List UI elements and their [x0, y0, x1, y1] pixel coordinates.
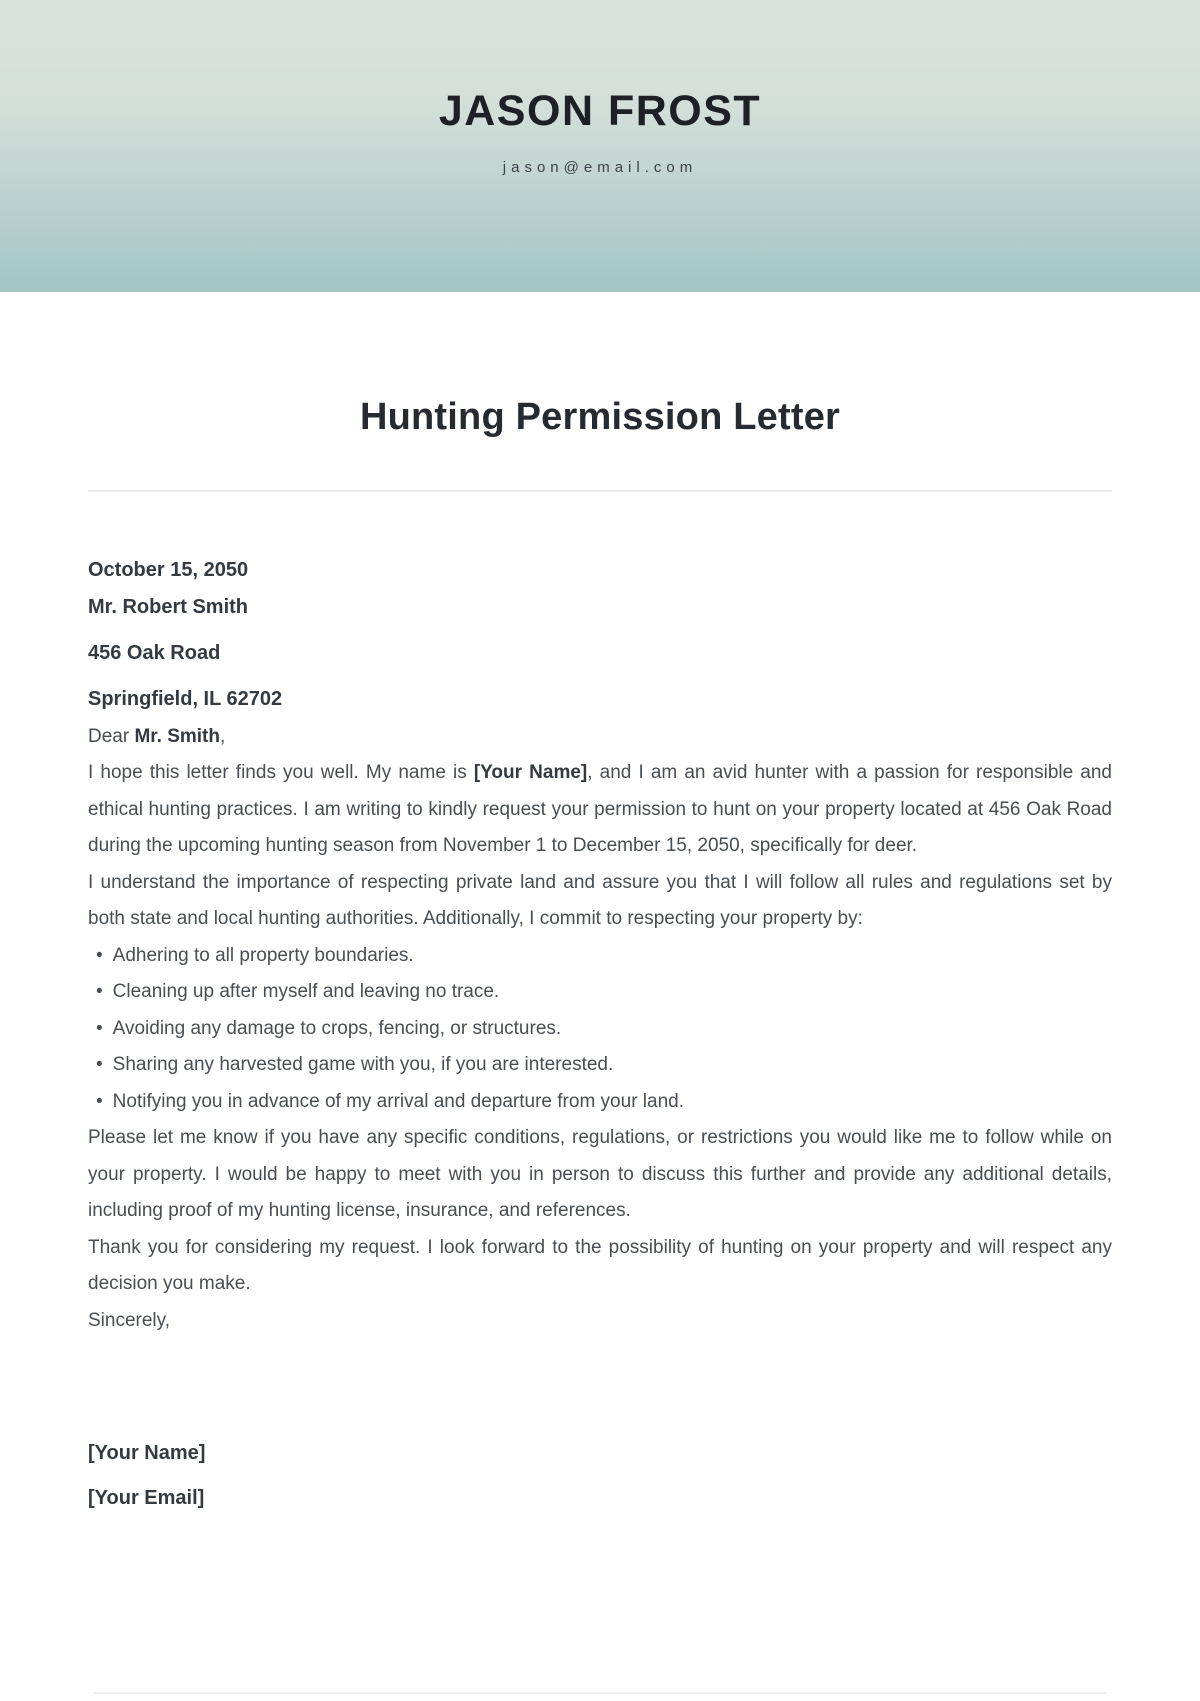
- recipient-city: Springfield, IL 62702: [88, 688, 283, 710]
- closing: Sincerely,: [88, 1309, 171, 1331]
- salutation-name: Mr. Smith: [134, 726, 220, 747]
- paragraph-intro-pre: I hope this letter finds you well. My name is: [88, 762, 474, 783]
- letterhead-email: jason@email.com: [502, 159, 698, 177]
- list-item: [88, 1084, 1112, 1121]
- salutation: [88, 718, 1112, 755]
- bullet-icon: •: [96, 944, 103, 966]
- letter-body: [88, 552, 1112, 1517]
- page-title: Hunting Permission Letter: [359, 396, 841, 438]
- bullet-icon: •: [96, 1017, 103, 1039]
- commitments-list: [88, 938, 1112, 1121]
- paragraph-intro: [88, 755, 1112, 865]
- salutation-prefix: Dear: [88, 726, 135, 747]
- list-item-text: Cleaning up after myself and leaving no trace.: [112, 981, 500, 1002]
- paragraph-intro-post: , and I am an avid hunter with a passion for responsible and ethical hunting practices. I am writing to kindly request your permission to hunt on your property located at 456 Oak Road during the upcoming hunting season from November 1 to December 15, 2050, specifically for deer.: [88, 762, 1112, 856]
- paragraph-thanks: Thank you for considering my request. I look forward to the possibility of hunting on your property and will respect any decision you make.: [88, 1236, 1112, 1294]
- bullet-icon: •: [96, 1054, 103, 1075]
- list-item-text: Notifying you in advance of my arrival and departure from your land.: [112, 1090, 685, 1112]
- list-item: [88, 938, 1112, 975]
- list-item: [88, 974, 1112, 1011]
- bottom-divider: [94, 1692, 1106, 1694]
- title-section: [0, 292, 1200, 492]
- recipient-street: 456 Oak Road: [88, 642, 221, 664]
- signature-email-placeholder: [Your Email]: [88, 1487, 205, 1509]
- paragraph-rules: I understand the importance of respecting private land and assure you that I will follow all rules and regulations set by both state and local hunting authorities. Additionally, I commit to respecting your property by:: [88, 871, 1112, 929]
- list-item-text: Sharing any harvested game with you, if you are interested.: [112, 1054, 614, 1075]
- letterhead-name: JASON FROST: [438, 87, 762, 135]
- bullet-icon: •: [96, 1090, 103, 1112]
- letterhead: [0, 0, 1200, 292]
- bullet-icon: •: [96, 981, 103, 1002]
- paragraph-conditions: Please let me know if you have any specific conditions, regulations, or restrictions you would like me to follow while on your property. I would be happy to meet with you in person to discuss this further and provide any additional details, including proof of my hunting license, insurance, and references.: [88, 1127, 1112, 1221]
- signature-name-placeholder: [Your Name]: [88, 1442, 206, 1464]
- salutation-comma: ,: [219, 726, 226, 747]
- title-divider: [88, 490, 1112, 492]
- recipient-name: Mr. Robert Smith: [88, 596, 249, 618]
- letter-date: October 15, 2050: [88, 559, 249, 581]
- list-item: [88, 1047, 1112, 1084]
- your-name-placeholder: [Your Name]: [473, 762, 588, 783]
- list-item-text: Adhering to all property boundaries.: [112, 944, 414, 966]
- list-item-text: Avoiding any damage to crops, fencing, or structures.: [112, 1017, 562, 1039]
- list-item: [88, 1011, 1112, 1048]
- signature-block: [88, 1435, 1112, 1517]
